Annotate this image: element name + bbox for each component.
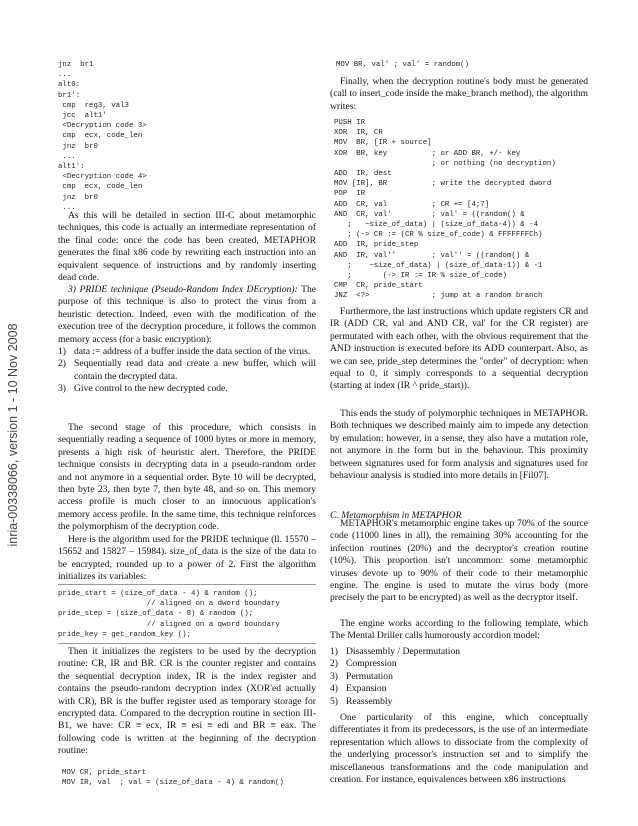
paragraph-body: The purpose of this technique is also to protect the virus from a heuristic detection. Indeed, even with the modification of the execution tree of the decryption procedure, it follows the common memory access (for a basic encryption): <box>58 284 316 345</box>
paragraph-accordion <box>330 618 588 643</box>
list-item: 5) Reassembly <box>330 695 393 707</box>
code-text: PUSH IR XOR IR, CR MOV BR, [IR + source] XOR BR, key ; or ADD BR, +/- key ; or nothing (no decryption) ADD IR, dest MOV [IR], BR ; write the decrypted dword POP IR ADD CR, val ; CR += [4;7] AND CR, val' ; val' = ((random() & ; ~size_of_data) | (size_of_data-4)) & -4 ; (-> CR := (CR % size_of_code) & FFFFFFFCh) ADD IR, pride_step AND IR, val'' ; val'' = ((random() & ; ~size_of_data) | (size_of_data-1)) & -1 ; (-> IR := IR % size_of_code) CMP CR, pride_start JNZ <?> ; jump at a random branch <box>334 119 556 301</box>
code-frame-init <box>58 584 316 644</box>
paragraph-text: Finally, when the decryption routine's body must be generated (call to insert_code inside the make_branch method), the algorithm writes: <box>330 76 588 112</box>
paragraph-polymorphic-end <box>330 408 588 482</box>
sidebar-text: inria-00338066, version 1 - 10 Nov 2008 <box>6 323 20 547</box>
subsection-heading: 3) PRIDE technique (Pseudo-Random Index DEcryption): <box>68 284 298 295</box>
code-listing-decryption-body <box>330 118 588 302</box>
paragraph-text: This ends the study of polymorphic techniques in METAPHOR. Both techniques we described mainly aim to impede any detection by emulation: however, in a sense, they also have a mutation role, not anymore in the form but in the behaviour. This proximity between signatures used for form analysis and signatures used for behaviour analysis is studied into more details in [Fil07]. <box>330 408 588 482</box>
paragraph-particularity <box>330 712 588 786</box>
paragraph-finally <box>330 76 588 113</box>
section-pride-technique <box>58 284 316 346</box>
paragraph-text <box>58 284 316 346</box>
list-item: 4) Expansion <box>330 683 387 695</box>
code-listing-random <box>330 60 588 70</box>
code-text: MOV BR, val' ; val' = random() <box>336 61 470 69</box>
list-item: 1) data := address of a buffer inside the data section of the virus. <box>58 346 311 357</box>
paragraph-second-stage <box>58 422 316 534</box>
paragraph-text: METAPHOR's metamorphic engine takes up 70% of the source code (11000 lines in all), the remaining 30% accounting for the infection routines (20%) and the decryptor's creation routine (10%). This proportion isn't uncommon: some metamorphic viruses devote up to 90% of their code to their metamorphic engine. The engine is used to mutate the virus body (more precisely the part to be encrypted) as well as the decryptor itself. <box>330 518 588 604</box>
code-text: MOV CR, pride_start MOV IR, val ; val = (size_of_data - 4) & random() <box>62 769 284 788</box>
paragraph-text: The engine works according to the following template, which The Mental Driller calls humorously accordion model: <box>330 618 588 642</box>
code-listing-branches <box>58 60 316 213</box>
list-item: 2) Compression <box>330 658 397 670</box>
paragraph-text: Then it initializes the registers to be used by the decryption routine: CR, IR and BR. CR is the counter register and contains the sequential decryption index, IR is the index register and contains the pseudo-random decryption index (XOR'ed actually with CR), BR is the buffer register used as temporary storage for encrypted data. Compared to the decryption routine in section III-B1, we have: CR ≡ ecx, IR ≡ esi ≡ edi and BR ≡ eax. The following code is written at the beginning of the decryption routine: <box>58 646 316 757</box>
paragraph-text: Here is the algorithm used for the PRIDE technique (ll. 15570 – 15652 and 15827 – 15984). size_of_data is the size of the data to be encrypted, rounded up to a power of 2. First the algorithm initializes its variables: <box>58 534 316 583</box>
paragraph-registers <box>58 646 316 758</box>
paragraph-metamorphic-engine <box>330 518 588 605</box>
section-title: C. Metamorphism in METAPHOR <box>330 509 462 521</box>
sidebar-identifier <box>2 200 24 670</box>
code-text: pride_start = (size_of_data - 4) & random (); // aligned on a dword boundary pride_step = (size_of_data - 8) & random (); // aligned on a qword boundary pride_key = get_random_key (); <box>58 590 280 639</box>
paragraph-algorithm <box>58 534 316 584</box>
memory-access-list <box>58 346 316 396</box>
paragraph-text: The second stage of this procedure, which consists in sequentially reading a sequence of 1000 bytes or more in memory, presents a high risk of heuristic alert. Therefore, the PRIDE technique consists in decrypting data in a pseudo-random order and not anymore in a sequential order. Byte 10 will be decrypted, then byte 23, then byte 7, then byte 48, and so on. This memory access profile is much closer to an innocuous application's memory access profile. In the same time, this technique reinforces the polymorphism of the decryption code. <box>58 422 316 533</box>
code-listing-registers <box>58 768 316 788</box>
list-item: 1) Disassembly / Depermutation <box>330 646 461 657</box>
paragraph-furthermore <box>330 306 588 393</box>
paragraph-text: As this will be detailed in section III-C about metamorphic techniques, this code is actually an intermediate representation of the final code: once the code has been created, METAPHOR generates the final x86 code by rewriting each instruction into an equivalent sequence of instructions and by randomly inserting dead code. <box>58 210 316 284</box>
paragraph-text: Furthermore, the last instructions which update registers CR and IR (ADD CR, val and AND CR, val' for the CR register) are permutated with each other, with the obvious requirement that the AND instruction is executed before its ADD counterpart. Also, as we can see, pride_step determines the "order" of decryption: when equal to 0, it simply corresponds to a sequential decryption (starting at index (IR ^ pride_start)). <box>330 306 588 392</box>
paragraph-text: One particularity of this engine, which conceptually differentiates it from its predecessors, is the use of an intermediate representation which allows to dissociate from the complexity of the underlying processor's instruction set and to simplify the miscellaneous transformations and the code manipulation and creation. For instance, equivalences between x86 instructions <box>330 712 588 786</box>
paragraph-metamorphic-intro <box>58 210 316 284</box>
list-item: 3) Permutation <box>330 670 393 682</box>
list-item: 2) Sequentially read data and create a new buffer, which will contain the decrypted data. <box>58 358 316 382</box>
code-text: jnz br1 ... alt0: br1': cmp reg3, val3 jcc alt1' <Decryption code 3> cmp ecx, code_len jnz br0 ... alt1': <Decryption code 4> cmp ecx, code_len jnz br0 ... <box>58 61 147 212</box>
list-item: 3) Give control to the new decrypted code. <box>58 383 228 395</box>
accordion-steps-list <box>330 646 588 708</box>
code-rule-bottom <box>58 643 316 644</box>
code-rule-top <box>58 584 316 585</box>
